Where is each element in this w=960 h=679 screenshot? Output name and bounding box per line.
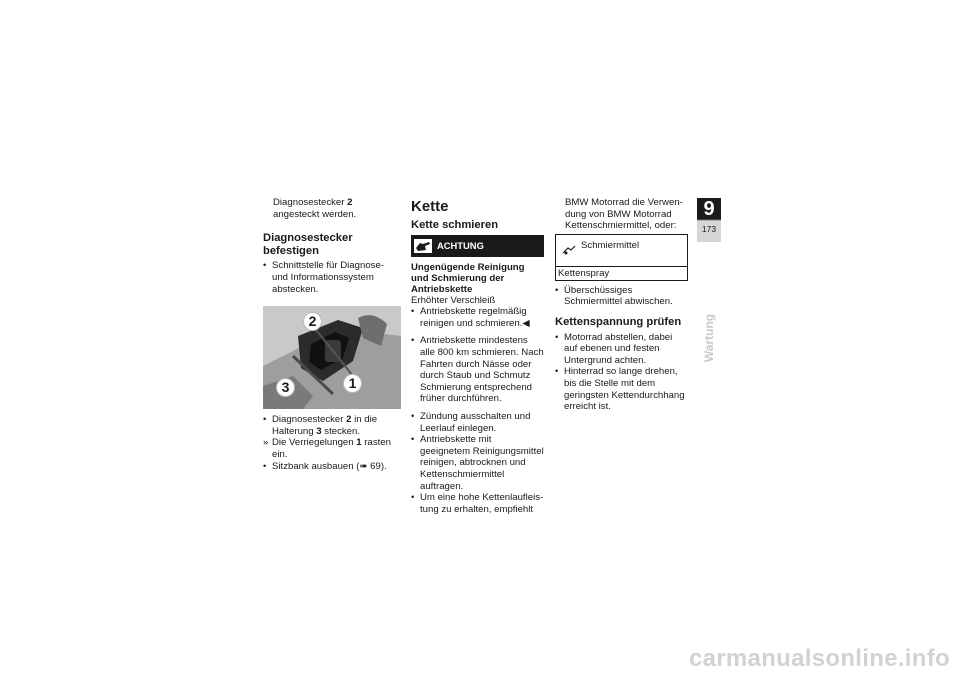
intro-text: Diagnosestecker 2 angesteckt werden. bbox=[273, 197, 357, 220]
page-number: 173 bbox=[701, 224, 717, 234]
chapter-number: 9 bbox=[703, 198, 715, 220]
bullet-list bbox=[555, 332, 688, 413]
bullet-list bbox=[263, 260, 401, 295]
callout-2: 2 bbox=[303, 312, 322, 331]
section-heading-kette-schmieren: Kette schmieren bbox=[411, 219, 499, 231]
callout-3: 3 bbox=[276, 378, 295, 397]
oil-can-icon bbox=[562, 245, 576, 255]
list-item: • Hinterrad so lange drehen, bis die Stelle mit dem geringsten Kettendurchhang erreicht ist. bbox=[555, 366, 688, 412]
list-item: • Motorrad abstellen, dabei auf ebenen und festen Untergrund achten. bbox=[555, 332, 688, 367]
tip-value: Kettenspray bbox=[556, 266, 687, 280]
page-reference-arrow-icon: ➠ bbox=[359, 460, 368, 472]
list-item: • Um eine hohe Kettenlaufleistung zu erhalten, empfiehlt bbox=[411, 492, 544, 515]
warning-banner bbox=[411, 235, 544, 257]
list-item: • Diagnosestecker 2 in die Halterung 3 stecken. bbox=[263, 414, 401, 437]
column-1 bbox=[263, 197, 401, 472]
continuation-text: BMW Motorrad die Verwendung von BMW Motorrad Kettenschmiermittel, oder: bbox=[565, 197, 683, 232]
column-3 bbox=[555, 197, 688, 413]
diagnostic-plug-photo bbox=[263, 306, 401, 409]
section-heading-kettenspannung: Kettenspannung prüfen bbox=[555, 315, 682, 328]
chapter-section-title: Kette bbox=[411, 198, 449, 215]
section-heading-diagnosestecker: Diagnosestecker befestigen bbox=[263, 232, 353, 257]
callout-1: 1 bbox=[343, 374, 362, 393]
tip-label: Schmiermittel bbox=[581, 239, 640, 251]
list-item: • Antriebskette mit geeignetem Reinigungsmittel reinigen, abtrocknen und Kettenschmiermittel auftragen. bbox=[411, 434, 544, 492]
step-list bbox=[263, 414, 401, 472]
bullet-list bbox=[411, 335, 544, 515]
chapter-marker bbox=[697, 198, 721, 242]
list-item: • Zündung ausschalten und Leerlauf einlegen. bbox=[411, 411, 544, 434]
warning-bullets bbox=[411, 306, 544, 329]
column-2 bbox=[411, 197, 544, 515]
warning-heading: Ungenügende Reinigung und Schmierung der Antriebskette bbox=[411, 261, 525, 295]
list-item: • Überschüssiges Schmiermittel abwischen. bbox=[555, 285, 688, 308]
list-item: • Antriebskette mindestens alle 800 km schmieren. Nach Fahrten durch Nässe oder durch Staub und Schmutz Schmierung entsprechend früher durchführen. bbox=[411, 335, 544, 405]
warning-label: ACHTUNG bbox=[437, 239, 484, 251]
chapter-title: Wartung bbox=[702, 313, 716, 363]
warning-text: Erhöhter Verschleiß bbox=[411, 294, 496, 306]
list-item: • Sitzbank ausbauen (➠ 69). bbox=[263, 461, 401, 473]
list-item: • Schnittstelle für Diagnose- und Informationssystem abstecken. bbox=[263, 260, 401, 295]
watermark: carmanualsonline.info bbox=[688, 645, 950, 672]
lubricant-info-box bbox=[555, 234, 688, 281]
bullet-list bbox=[555, 285, 688, 308]
warning-hand-icon bbox=[414, 239, 432, 253]
result-item: » Die Verriegelungen 1 rasten ein. bbox=[263, 437, 401, 460]
list-item: • Antriebskette regelmäßig reinigen und schmieren.◀ bbox=[411, 306, 544, 329]
